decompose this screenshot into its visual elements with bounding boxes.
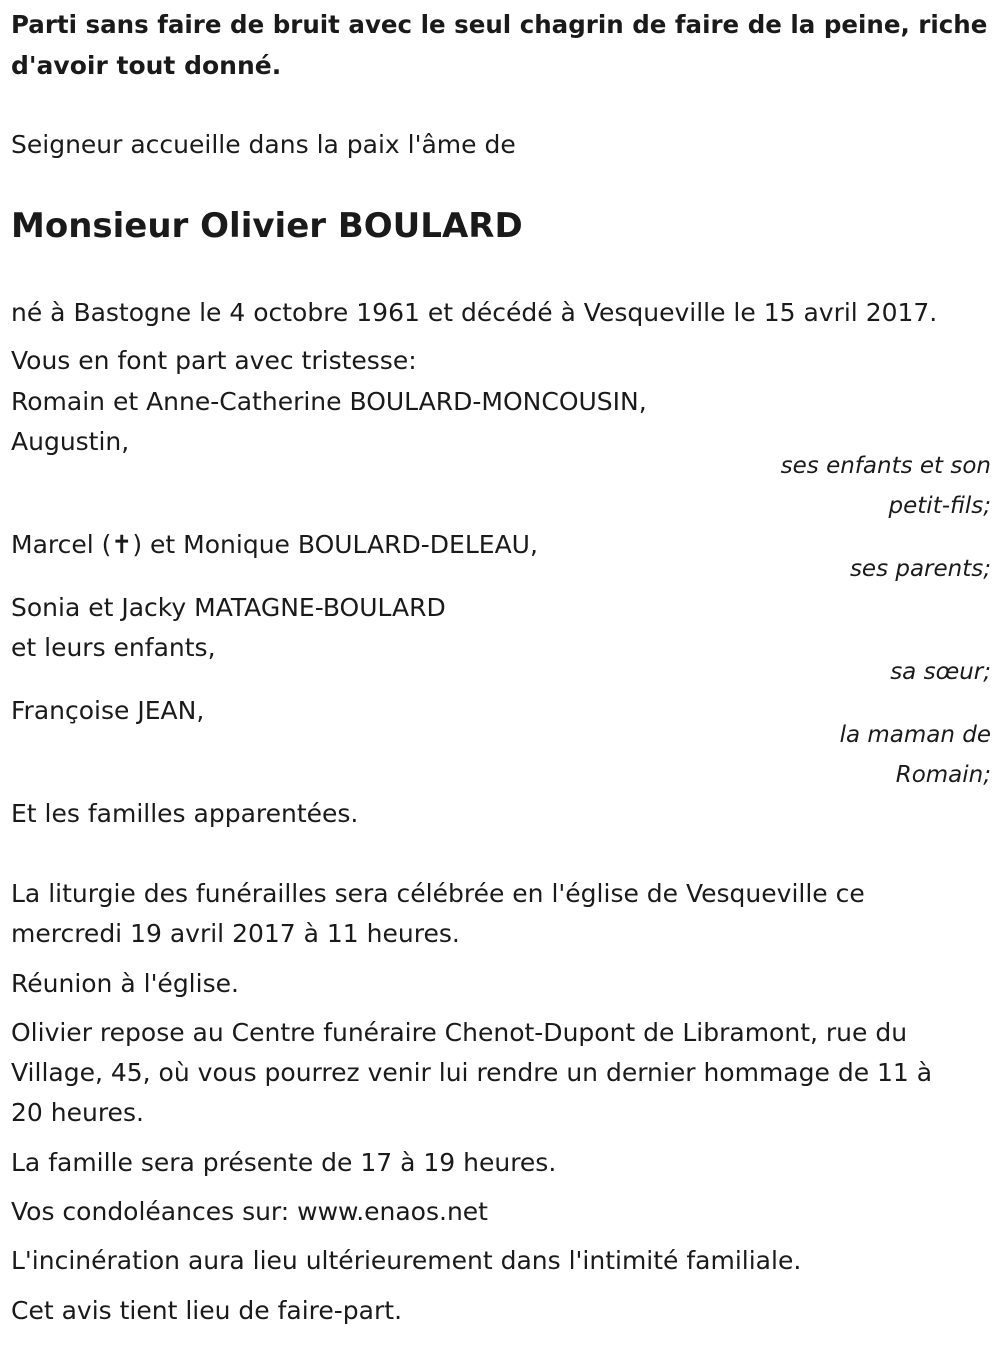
family-mother-line: Françoise JEAN, [11, 696, 205, 725]
family-presence: La famille sera présente de 17 à 19 heures. [11, 1148, 557, 1177]
deceased-name: Monsieur Olivier BOULARD [11, 206, 523, 246]
cremation-text: L'incinération aura lieu ultérieurement dans l'intimité familiale. [11, 1246, 802, 1275]
relation-mother-line-2: Romain; [895, 762, 991, 788]
intro-line-1: Parti sans faire de bruit avec le seul chagrin de faire de la peine, riche [11, 10, 988, 39]
family-sister-line-1: Sonia et Jacky MATAGNE-BOULARD [11, 593, 446, 622]
family-sister-line-2: et leurs enfants, [11, 633, 216, 662]
birth-death-line: né à Bastogne le 4 octobre 1961 et décédé à Vesqueville le 15 avril 2017. [11, 298, 938, 327]
rest-line-2: Village, 45, où vous pourrez venir lui rendre un dernier hommage de 11 à [11, 1058, 933, 1087]
announcement-heading: Vous en font part avec tristesse: [11, 346, 417, 375]
closing-families: Et les familles apparentées. [11, 799, 359, 828]
liturgy-line-1: La liturgie des funérailles sera célébrée en l'église de Vesqueville ce [11, 879, 865, 908]
condolences-text: Vos condoléances sur: www.enaos.net [11, 1197, 488, 1226]
meeting-text: Réunion à l'église. [11, 969, 239, 998]
rest-line-1: Olivier repose au Centre funéraire Chenot-Dupont de Libramont, rue du [11, 1018, 908, 1047]
notice-text: Cet avis tient lieu de faire-part. [11, 1296, 403, 1325]
rest-line-3: 20 heures. [11, 1098, 144, 1127]
relation-parents: ses parents; [849, 556, 991, 582]
family-children-line-2: Augustin, [11, 427, 130, 456]
family-children-line-1: Romain et Anne-Catherine BOULARD-MONCOUSIN, [11, 387, 647, 416]
relation-children-line-2: petit-fils; [888, 493, 991, 519]
prayer-text: Seigneur accueille dans la paix l'âme de [11, 130, 516, 159]
relation-mother-line-1: la maman de [839, 722, 991, 748]
relation-sister: sa sœur; [890, 659, 991, 685]
liturgy-line-2: mercredi 19 avril 2017 à 11 heures. [11, 919, 460, 948]
intro-line-2: d'avoir tout donné. [11, 51, 282, 80]
family-parents-line: Marcel (✝) et Monique BOULARD-DELEAU, [11, 530, 538, 559]
relation-children-line-1: ses enfants et son [780, 453, 991, 479]
